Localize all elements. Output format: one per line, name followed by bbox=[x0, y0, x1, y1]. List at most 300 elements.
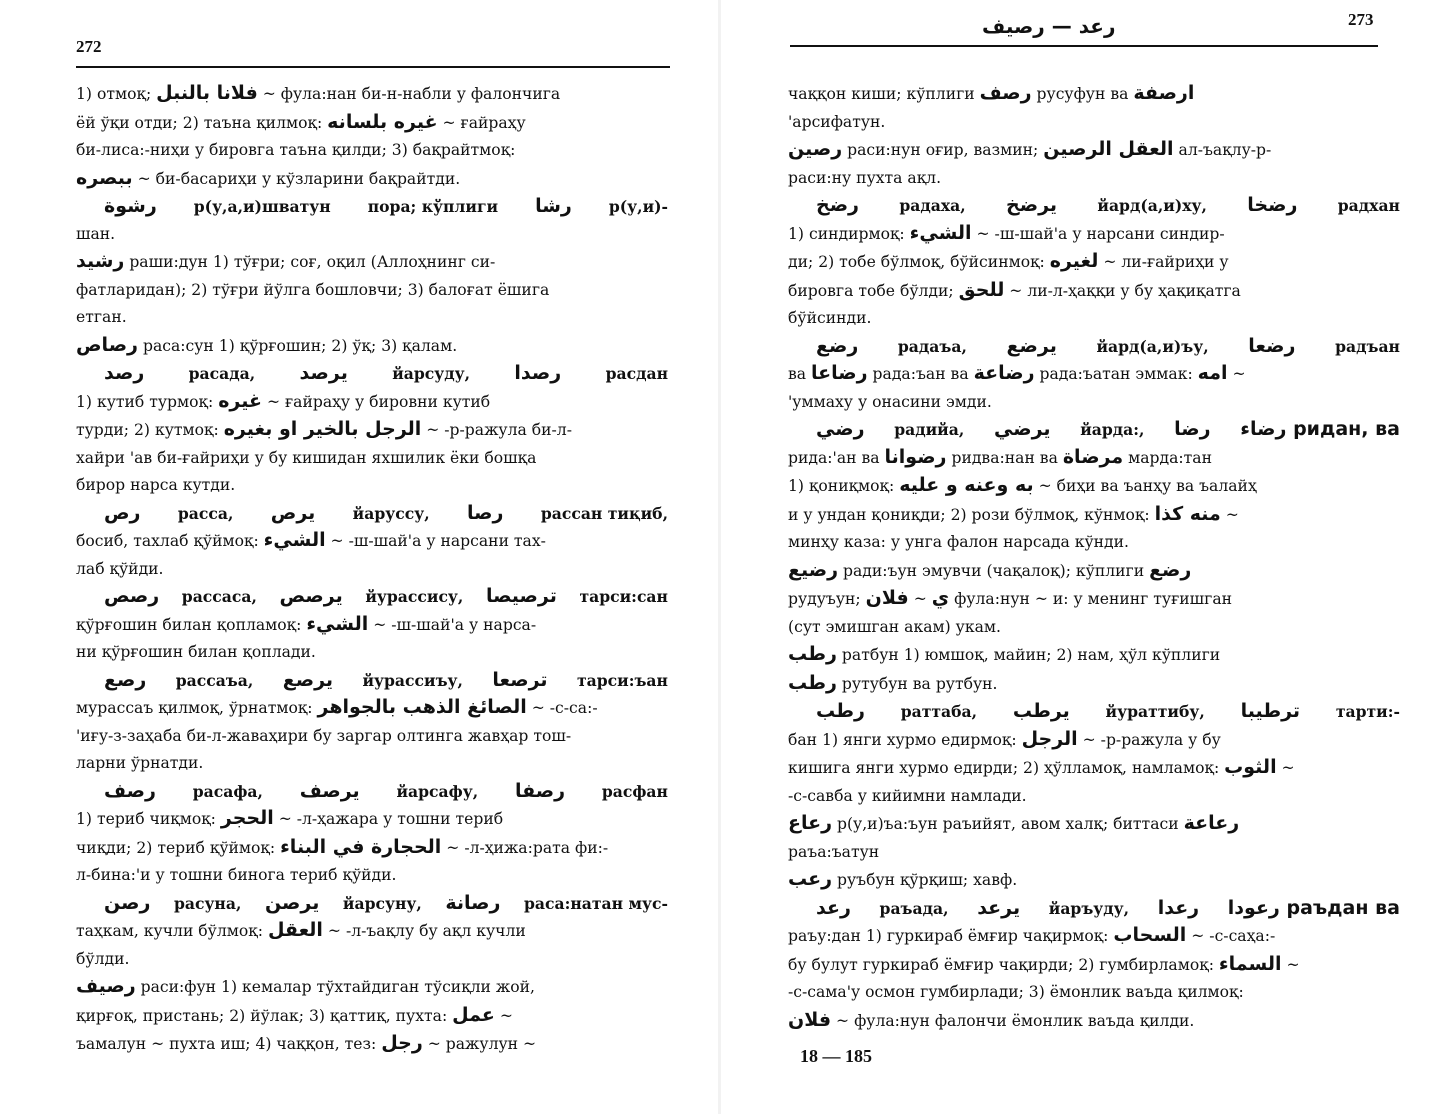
cyrillic-text: раса:сун 1) қўрғошин; 2) ўқ; 3) қалам. bbox=[138, 336, 458, 355]
cyrillic-text: рутубун ва рутбун. bbox=[836, 674, 998, 693]
arabic-form: يرصع bbox=[282, 668, 334, 691]
arabic-text: رطب bbox=[788, 643, 837, 665]
text-line bbox=[76, 946, 668, 974]
cyrillic-text: ~ bbox=[441, 838, 465, 857]
cyrillic-text: ~ bbox=[1186, 927, 1210, 945]
text-line bbox=[76, 723, 668, 751]
entry-headword-row bbox=[76, 193, 668, 221]
cyrillic-text: ди; 2) тобе бўлмоқ, бўйсинмоқ: bbox=[788, 253, 1050, 271]
cyrillic-text: р(у,и)ъа:ъун раъийят, авом халқ; биттаси bbox=[832, 815, 1184, 833]
text-line bbox=[788, 444, 1400, 473]
cyrillic-text: (сут эмишган акам) укам. bbox=[788, 617, 1001, 636]
cyrillic-text: ғайраҳу bbox=[460, 113, 526, 132]
arabic-form: رصا bbox=[467, 501, 504, 524]
cyrillic-text: ~ bbox=[322, 922, 346, 940]
transliteration: расада, bbox=[188, 364, 256, 383]
arabic-form: يرصف bbox=[299, 779, 360, 802]
cyrillic-text: у бу ҳақиқатга bbox=[1115, 281, 1241, 300]
transliteration: тарси:сан bbox=[579, 587, 668, 606]
arabic-form: رضي bbox=[816, 418, 865, 440]
arabic-form: يرضخ bbox=[1006, 194, 1058, 216]
cyrillic-text: ~ bbox=[518, 1035, 537, 1053]
cyrillic-text: ~ bbox=[273, 810, 297, 828]
text-line bbox=[788, 839, 1400, 867]
arabic-form: رصد bbox=[104, 362, 145, 384]
cyrillic-text: рида:'ан ва bbox=[788, 448, 885, 467]
arabic-form: رطب bbox=[816, 700, 865, 722]
arabic-text: مرضاة bbox=[1062, 445, 1124, 468]
cyrillic-text: ъамалун bbox=[76, 1035, 147, 1053]
arabic-text: رعب bbox=[788, 868, 833, 890]
transliteration: радаха, bbox=[899, 196, 966, 215]
arabic-form: رصف bbox=[104, 779, 156, 802]
text-line bbox=[788, 866, 1400, 895]
text-line bbox=[788, 360, 1400, 389]
arabic-form: ридан, ва رضاء bbox=[1240, 418, 1400, 440]
text-line bbox=[76, 277, 668, 305]
arabic-form: يرص bbox=[270, 501, 316, 524]
transliteration: пора; кўплиги bbox=[367, 197, 499, 216]
arabic-text: رعاع bbox=[788, 812, 833, 834]
cyrillic-text: бу булут гуркираб ёмғир чақирди; 2) гумбирламоқ: bbox=[788, 955, 1219, 974]
arabic-text: الشيء bbox=[909, 221, 972, 244]
cyrillic-text: ли-л-ҳаққи bbox=[1027, 281, 1116, 300]
arabic-text: ي bbox=[931, 587, 950, 609]
text-line bbox=[76, 834, 668, 863]
arabic-text: للحق bbox=[958, 278, 1005, 301]
arabic-text: الرجل bbox=[1021, 727, 1078, 750]
text-line bbox=[788, 501, 1400, 530]
text-line bbox=[76, 416, 668, 445]
transliteration: йураттибу, bbox=[1105, 702, 1205, 721]
transliteration: р(у,и)- bbox=[608, 197, 668, 216]
arabic-text: رصين bbox=[788, 138, 843, 160]
cyrillic-text: -р-ражула би-л- bbox=[444, 421, 572, 439]
signature-footer: 18 — 185 bbox=[800, 1046, 872, 1066]
text-line bbox=[788, 614, 1400, 642]
cyrillic-text: и у ундан қониқди; 2) рози бўлмоқ, кўнмоқ: bbox=[788, 505, 1155, 524]
text-line bbox=[788, 754, 1400, 783]
text-line bbox=[788, 220, 1400, 249]
cyrillic-text: ~ bbox=[908, 590, 932, 608]
cyrillic-text: л-бина:'и bbox=[76, 866, 151, 884]
arabic-form: رص bbox=[104, 501, 141, 524]
cyrillic-text: ларни ўрнатди. bbox=[76, 754, 204, 772]
cyrillic-text: 'иғу-з-заҳаба би-л-жаваҳири bbox=[76, 726, 309, 745]
transliteration: йурассиъу, bbox=[362, 670, 463, 690]
transliteration: тарти:- bbox=[1335, 702, 1400, 721]
arabic-text: الحجارة في البناء bbox=[280, 835, 442, 858]
transliteration: расфан bbox=[601, 781, 668, 801]
cyrillic-text: -л-ҳажара bbox=[296, 810, 379, 828]
cyrillic-text: ~ bbox=[257, 85, 281, 103]
transliteration: радхан bbox=[1337, 196, 1400, 215]
cyrillic-text: у кўзларини бақрайтди. bbox=[256, 169, 461, 188]
arabic-text: به وعنه و عليه bbox=[899, 474, 1034, 496]
cyrillic-text: рада:ъан ва bbox=[867, 365, 974, 383]
cyrillic-text: ~ bbox=[526, 699, 550, 717]
cyrillic-text: марда:тан bbox=[1123, 448, 1212, 467]
text-line bbox=[76, 611, 668, 640]
cyrillic-text: биҳи ва ъанҳу ва ъалайҳ bbox=[1056, 477, 1257, 495]
arabic-text: رضاعة bbox=[973, 362, 1035, 384]
text-line bbox=[788, 810, 1400, 839]
cyrillic-text: 1) гуркираб ёмғир чақирмоқ: bbox=[860, 927, 1114, 945]
arabic-form: يرصد bbox=[299, 362, 348, 384]
text-line bbox=[76, 1030, 668, 1059]
text-line bbox=[76, 639, 668, 667]
cyrillic-text: бирор нарса кутди. bbox=[76, 476, 236, 494]
text-line bbox=[788, 670, 1400, 699]
text-line bbox=[76, 1002, 668, 1031]
arabic-text: الرجل بالخير او بغيره bbox=[223, 418, 422, 440]
cyrillic-text: раъу:дан bbox=[788, 927, 861, 945]
arabic-form: رصص bbox=[104, 585, 160, 607]
cyrillic-text: ~ bbox=[1276, 759, 1295, 777]
text-line bbox=[788, 472, 1400, 501]
entry-headword-row bbox=[76, 890, 668, 918]
cyrillic-text: 1) отмоқ; bbox=[76, 85, 157, 103]
text-line bbox=[788, 783, 1400, 811]
cyrillic-text: 1) синдирмоқ: bbox=[788, 224, 910, 243]
transliteration: рассаса, bbox=[181, 587, 257, 606]
arabic-text: لغيره bbox=[1049, 250, 1099, 272]
transliteration: йаръуду, bbox=[1048, 898, 1130, 918]
transliteration: йурассису, bbox=[365, 587, 464, 606]
text-line bbox=[76, 388, 668, 417]
cyrillic-text: раси:ну пухта ақл. bbox=[788, 168, 942, 187]
text-line bbox=[76, 917, 668, 946]
cyrillic-text: ва bbox=[788, 365, 812, 383]
cyrillic-text: минҳу каза: у унга фалон нарсада кўнди. bbox=[788, 533, 1129, 551]
arabic-text: رجل bbox=[381, 1032, 423, 1054]
cyrillic-text: кишига янги хурмо едирди; 2) ҳўлламоқ, намламоқ: bbox=[788, 759, 1225, 777]
cyrillic-text: у нарса- bbox=[464, 615, 537, 634]
cyrillic-text: ва bbox=[1105, 85, 1134, 103]
arabic-form: رصفا bbox=[514, 779, 566, 802]
cyrillic-text: -л-ҳижа:рата фи:- bbox=[464, 838, 609, 857]
text-line bbox=[788, 1007, 1400, 1036]
transliteration: йарсуну, bbox=[342, 893, 422, 913]
text-line bbox=[76, 109, 668, 138]
text-line bbox=[76, 973, 668, 1002]
cyrillic-text: бўлди. bbox=[76, 949, 130, 968]
text-line bbox=[788, 136, 1400, 165]
cyrillic-text: ал-ъақлу-р- bbox=[1173, 141, 1272, 159]
text-line bbox=[76, 80, 668, 109]
transliteration: йард(а,и)ху, bbox=[1097, 196, 1207, 215]
cyrillic-text: фула:нан би-н-набли bbox=[280, 85, 452, 103]
cyrillic-text: у менинг туғишган bbox=[1068, 590, 1233, 608]
arabic-form: رضا bbox=[1174, 418, 1211, 440]
cyrillic-text: ~ bbox=[1220, 505, 1239, 524]
cyrillic-text: шан. bbox=[76, 224, 116, 243]
cyrillic-text: 'уммаху у онасини эмди. bbox=[788, 392, 992, 411]
cyrillic-text: -с-саҳа:- bbox=[1209, 927, 1276, 945]
cyrillic-text: у бу bbox=[1183, 730, 1221, 749]
cyrillic-text: би-басариҳи bbox=[155, 169, 257, 188]
cyrillic-text: қўрғошин билан қопламоқ: bbox=[76, 615, 307, 634]
cyrillic-text: босиб, тахлаб қўймоқ: bbox=[76, 532, 264, 550]
arabic-form: раъдан ва رعودا bbox=[1227, 896, 1400, 919]
arabic-form: رصدا bbox=[514, 362, 562, 384]
entry-headword-row bbox=[76, 360, 668, 388]
transliteration: р(у,а,и)шватун bbox=[193, 197, 331, 216]
cyrillic-text: -ш-шай'а bbox=[994, 224, 1068, 243]
arabic-form: رضعا bbox=[1248, 334, 1296, 357]
cyrillic-text: ~ bbox=[437, 113, 461, 132]
cyrillic-text: ~ bbox=[1098, 253, 1122, 271]
transliteration: расуна, bbox=[173, 893, 242, 913]
arabic-text: العقل bbox=[267, 919, 323, 941]
cyrillic-text: ~ bbox=[262, 392, 285, 411]
text-line bbox=[788, 979, 1400, 1007]
text-line bbox=[788, 726, 1400, 755]
cyrillic-text: ~ bbox=[831, 1011, 855, 1030]
arabic-text: ارصفة bbox=[1133, 82, 1195, 104]
entry-headword-row bbox=[788, 895, 1400, 923]
cyrillic-text: чаққон киши; кўплиги bbox=[788, 85, 980, 103]
cyrillic-text: лаб қўйди. bbox=[76, 559, 164, 578]
entry-headword-row bbox=[788, 416, 1400, 444]
text-line bbox=[76, 137, 668, 165]
text-line bbox=[788, 277, 1400, 306]
text-line bbox=[76, 221, 668, 249]
text-line bbox=[788, 80, 1400, 109]
arabic-text: رصف bbox=[979, 82, 1032, 104]
text-line bbox=[788, 305, 1400, 333]
arabic-text: غيره بلسانه bbox=[327, 110, 438, 133]
text-line bbox=[788, 922, 1400, 951]
left-page-text bbox=[76, 80, 668, 1059]
transliteration: радъан bbox=[1335, 336, 1400, 356]
right-page-text bbox=[788, 80, 1400, 1035]
cyrillic-text: қирғоқ, пристань; 2) йўлак; 3) қаттиқ, пухта: bbox=[76, 1006, 453, 1025]
cyrillic-text: ~ bbox=[325, 532, 349, 550]
cyrillic-text: етган. bbox=[76, 308, 127, 326]
cyrillic-text: у тошни териб bbox=[378, 810, 504, 828]
cyrillic-text: у нарсани синдир- bbox=[1067, 224, 1225, 243]
cyrillic-text: бировга тобе бўлди; bbox=[788, 281, 959, 300]
arabic-form: رعدا bbox=[1157, 896, 1200, 919]
arabic-text: غيره bbox=[218, 389, 262, 412]
cyrillic-text: -с-са:- bbox=[549, 699, 598, 717]
arabic-form: يرضي bbox=[993, 418, 1051, 440]
transliteration: рассаъа, bbox=[175, 670, 254, 690]
arabic-text: رطب bbox=[788, 671, 837, 694]
arabic-form: رضخا bbox=[1247, 194, 1298, 216]
cyrillic-text: бу заргар олтинга жавҳар тош- bbox=[308, 726, 572, 745]
cyrillic-text: 1) кутиб турмоқ: bbox=[76, 392, 219, 411]
cyrillic-text: фула:нун ~ и: bbox=[954, 590, 1069, 608]
cyrillic-text: -ш-шай'а bbox=[348, 532, 422, 550]
text-line bbox=[76, 445, 668, 473]
text-line bbox=[788, 165, 1400, 193]
transliteration: йард(а,и)ъу, bbox=[1096, 336, 1209, 356]
arabic-text: الحجر bbox=[220, 807, 274, 829]
text-line bbox=[76, 165, 668, 194]
text-line bbox=[788, 389, 1400, 417]
transliteration: йаруссу, bbox=[352, 503, 430, 523]
text-line bbox=[788, 529, 1400, 557]
transliteration: раттаба, bbox=[900, 702, 978, 721]
text-line bbox=[76, 556, 668, 584]
text-line bbox=[788, 557, 1400, 586]
cyrillic-text: ~ bbox=[422, 1035, 446, 1053]
arabic-form: رضع bbox=[816, 334, 859, 357]
arabic-text: السماء bbox=[1218, 952, 1282, 975]
entry-headword-row bbox=[76, 778, 668, 806]
cyrillic-text: 'арсифатун. bbox=[788, 112, 886, 131]
transliteration: радийа, bbox=[894, 420, 965, 439]
cyrillic-text: ратбун 1) юмшоқ, майин; 2) нам, ҳўл кўплиги bbox=[836, 646, 1221, 664]
arabic-form: يرطب bbox=[1012, 700, 1070, 722]
cyrillic-text: раси:фун 1) кемалар тўхтайдиган тўсиқли жой, bbox=[135, 978, 535, 996]
entry-headword-row bbox=[788, 698, 1400, 726]
cyrillic-text: рудуъун; bbox=[788, 590, 866, 608]
cyrillic-text: рада:ъатан эммак: bbox=[1034, 365, 1198, 383]
transliteration: рассан тиқиб, bbox=[540, 503, 668, 523]
running-header: رعد — رصيف bbox=[982, 14, 1116, 38]
arabic-text: عمل bbox=[452, 1003, 495, 1026]
cyrillic-text: у бу кишидан яхшилик ёки бошқа bbox=[249, 448, 537, 467]
arabic-form: يرعد bbox=[977, 896, 1021, 919]
cyrillic-text: турди; 2) кутмоқ: bbox=[76, 421, 224, 439]
arabic-text: السحاب bbox=[1113, 924, 1187, 946]
transliteration: йарда:, bbox=[1080, 420, 1145, 439]
cyrillic-text: мурассаъ қилмоқ, ўрнатмоқ: bbox=[76, 699, 318, 717]
cyrillic-text: бу ақл кучли bbox=[414, 922, 526, 940]
arabic-text: فلانا بالنبل bbox=[156, 82, 258, 104]
arabic-text: رشيد bbox=[76, 250, 125, 272]
arabic-form: ترطيبا bbox=[1240, 700, 1301, 722]
cyrillic-text: 1) териб чиқмоқ: bbox=[76, 810, 221, 828]
cyrillic-text: ~ bbox=[1033, 477, 1057, 495]
cyrillic-text: ни қўрғошин билан қоплади. bbox=[76, 643, 316, 661]
cyrillic-text: 1) қониқмоқ: bbox=[788, 477, 900, 495]
cyrillic-text: ~ bbox=[1281, 955, 1300, 974]
cyrillic-text: ~ пухта иш; 4) чаққон, тез: bbox=[146, 1035, 382, 1053]
cyrillic-text: ~ bbox=[1077, 730, 1101, 749]
cyrillic-text: -с-сама'у bbox=[788, 983, 861, 1001]
cyrillic-text: ридва:нан ва bbox=[946, 448, 1063, 467]
header-rule-right bbox=[790, 45, 1378, 47]
cyrillic-text: би-лиса:-ниҳи bbox=[76, 141, 190, 159]
cyrillic-text: ғайраҳу bbox=[284, 392, 351, 411]
cyrillic-text: у фалончига bbox=[451, 85, 561, 103]
text-line bbox=[76, 472, 668, 500]
cyrillic-text: ~ bbox=[971, 224, 995, 243]
cyrillic-text: -р-ражула bbox=[1100, 730, 1184, 749]
text-line bbox=[76, 304, 668, 332]
cyrillic-text: -с-савба bbox=[788, 786, 853, 805]
cyrillic-text: у кийимни намлади. bbox=[852, 786, 1027, 805]
entry-headword-row bbox=[76, 667, 668, 695]
arabic-text: الثوب bbox=[1224, 756, 1277, 778]
cyrillic-text: раъа:ъатун bbox=[788, 842, 880, 861]
transliteration: расдан bbox=[605, 364, 668, 383]
transliteration: раса:натан мус- bbox=[523, 893, 668, 913]
arabic-text: رضيع bbox=[788, 558, 839, 581]
text-line bbox=[788, 109, 1400, 137]
arabic-text: منه كذا bbox=[1154, 502, 1221, 525]
cyrillic-text: русуфун bbox=[1036, 85, 1106, 103]
arabic-form: يرصص bbox=[279, 585, 343, 607]
arabic-form: يرضع bbox=[1006, 334, 1057, 357]
text-line bbox=[76, 248, 668, 277]
cyrillic-text: раши:дун 1) тўғри; соғ, оқил (Аллоҳнинг си- bbox=[124, 253, 496, 271]
cyrillic-text: ради:ъун эмувчи (чақалоқ); кўплиги bbox=[838, 561, 1150, 580]
cyrillic-text: ~ bbox=[368, 615, 392, 634]
cyrillic-text: фалончи ёмонлик ваъда қилди. bbox=[929, 1011, 1195, 1030]
cyrillic-text: руъбун қўрқиш; хавф. bbox=[832, 871, 1018, 889]
transliteration: йарсафу, bbox=[396, 781, 479, 801]
arabic-form: رصع bbox=[104, 668, 147, 691]
text-line bbox=[76, 527, 668, 556]
cyrillic-text: таҳкам, кучли бўлмоқ: bbox=[76, 922, 268, 940]
text-line bbox=[76, 750, 668, 778]
page-number-left: 272 bbox=[76, 37, 102, 56]
cyrillic-text: раси:нун оғир, вазмин; bbox=[842, 141, 1044, 159]
arabic-text: العقل الرصين bbox=[1043, 138, 1174, 160]
cyrillic-text: ~ bbox=[494, 1006, 513, 1025]
transliteration: йарсуду, bbox=[392, 364, 471, 383]
text-line bbox=[788, 641, 1400, 670]
transliteration: тарси:ъан bbox=[576, 670, 668, 690]
arabic-text: الصائغ الذهب بالجواهر bbox=[317, 696, 527, 718]
transliteration: расафа, bbox=[192, 781, 263, 801]
arabic-form: رصن bbox=[104, 891, 151, 914]
entry-headword-row bbox=[76, 500, 668, 528]
text-line bbox=[76, 862, 668, 890]
arabic-form: رصانة bbox=[445, 891, 501, 914]
cyrillic-text: ли-ғайриҳи bbox=[1121, 253, 1215, 271]
cyrillic-text: бан 1) янги хурмо едирмоқ: bbox=[788, 730, 1022, 749]
arabic-text: رصاص bbox=[76, 333, 138, 356]
cyrillic-text: -л-ъақлу bbox=[345, 922, 415, 940]
text-line bbox=[76, 332, 668, 361]
arabic-form: رشا bbox=[535, 195, 572, 217]
cyrillic-text: -ш-шай'а bbox=[391, 615, 465, 634]
cyrillic-text: у бировни кутиб bbox=[350, 392, 491, 411]
text-line bbox=[788, 951, 1400, 980]
arabic-text: فلان bbox=[788, 1008, 832, 1031]
cyrillic-text: ёй ўқи отди; 2) таъна қилмоқ: bbox=[76, 113, 328, 132]
cyrillic-text: ~ bbox=[1227, 365, 1246, 383]
cyrillic-text: бўйсинди. bbox=[788, 309, 872, 327]
cyrillic-text: осмон гумбирлади; 3) ёмонлик ваъда қилмоқ: bbox=[860, 983, 1244, 1001]
arabic-text: رضوانا bbox=[884, 445, 947, 468]
text-line bbox=[788, 248, 1400, 277]
cyrillic-text: у тошни бинога териб қўйди. bbox=[150, 866, 397, 884]
text-line bbox=[76, 694, 668, 723]
cyrillic-text: у нарсани тах- bbox=[421, 532, 546, 550]
cyrillic-text: фула:нун bbox=[854, 1011, 930, 1030]
cyrillic-text: чиқди; 2) териб қўймоқ: bbox=[76, 838, 281, 857]
cyrillic-text: ~ bbox=[1004, 281, 1028, 300]
arabic-form: ترصيصا bbox=[485, 585, 557, 607]
arabic-form: رضخ bbox=[816, 194, 859, 216]
arabic-text: امه bbox=[1197, 362, 1228, 384]
entry-headword-row bbox=[76, 583, 668, 611]
arabic-form: رعد bbox=[816, 896, 851, 919]
cyrillic-text: у bbox=[1214, 253, 1229, 271]
arabic-form: رشوة bbox=[104, 195, 157, 217]
text-line bbox=[788, 585, 1400, 614]
entry-headword-row bbox=[788, 333, 1400, 361]
arabic-text: ببصره bbox=[76, 166, 133, 189]
header-rule-left bbox=[76, 66, 670, 68]
